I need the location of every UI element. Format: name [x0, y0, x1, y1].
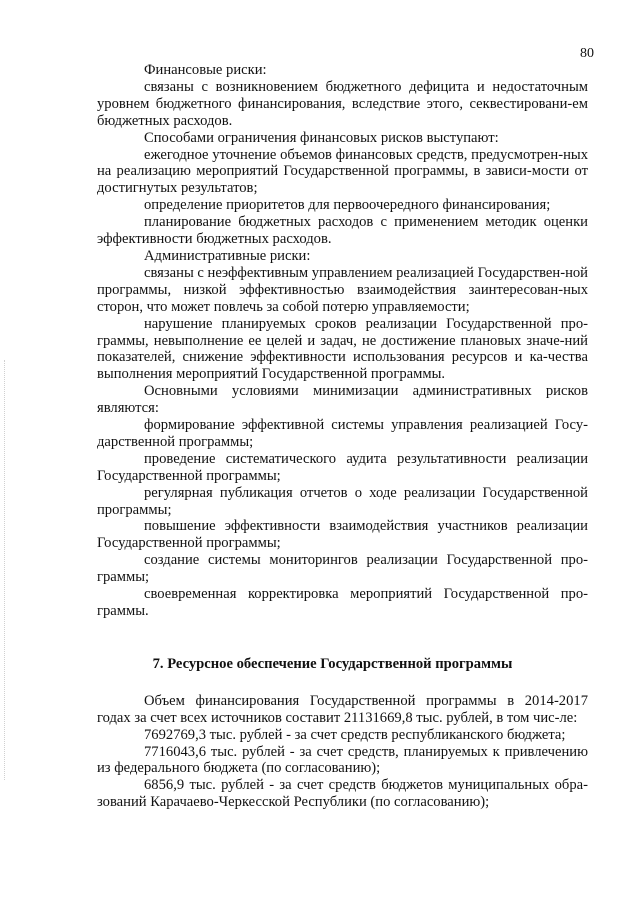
paragraph: Основными условиями минимизации административных рисков являются: — [97, 383, 588, 417]
paragraph: определение приоритетов для первоочередного финансирования; — [144, 197, 551, 214]
paragraph: ежегодное уточнение объемов финансовых средств, предусмотрен-ных на реализацию мероприятий Государственной программы, в зависи-мости от достигнутых результатов; — [97, 146, 588, 197]
funding-paragraph: 7716043,6 тыс. рублей - за счет средств, планируемых к привлечению из федерального бюджета (по согласованию); — [97, 743, 588, 777]
page-number: 80 — [580, 46, 594, 61]
document-body — [97, 62, 588, 811]
paragraph: связаны с неэффективным управлением реализацией Государствен-ной программы, низкой эффективностью взаимодействия заинтересован-ных сторон, что может повлечь за собой потерю управляемости; — [97, 264, 588, 315]
paragraph: нарушение планируемых сроков реализации Государственной про-граммы, невыполнение ее целей и задач, не достижение плановых значе-ний показателей, снижение эффективности использования ресурсов и ка-чества выполнения мероприятий Государственной программы. — [97, 315, 588, 383]
funding-paragraph: 6856,9 тыс. рублей - за счет средств бюджетов муниципальных обра-зований Карачаево-Черкесской Республики (по согласованию); — [97, 777, 588, 811]
paragraph: повышение эффективности взаимодействия участников реализации Государственной программы; — [97, 518, 588, 552]
scan-edge-artifact — [4, 360, 7, 780]
funding-paragraph: 7692769,3 тыс. рублей - за счет средств республиканского бюджета; — [144, 726, 566, 743]
section-heading: 7. Ресурсное обеспечение Государственной программы — [152, 655, 513, 672]
paragraph: проведение систематического аудита результативности реализации Государственной программы; — [97, 450, 588, 484]
paragraph: регулярная публикация отчетов о ходе реализации Государственной программы; — [97, 484, 588, 518]
paragraph: планирование бюджетных расходов с применением методик оценки эффективности бюджетных расходов. — [97, 214, 588, 248]
paragraph: Способами ограничения финансовых рисков выступают: — [144, 129, 499, 146]
funding-paragraph: Объем финансирования Государственной программы в 2014-2017 годах за счет всех источников составит 21131669,8 тыс. рублей, в том чис-ле: — [97, 692, 588, 726]
paragraph: Финансовые риски: — [144, 62, 267, 78]
paragraph: связаны с возникновением бюджетного дефицита и недостаточным уровнем бюджетного финансирования, вследствие этого, секвестировани-ем бюджетных расходов. — [97, 78, 588, 129]
paragraph: своевременная корректировка мероприятий Государственной про-граммы. — [97, 586, 588, 619]
paragraph: создание системы мониторингов реализации Государственной про-граммы; — [97, 552, 588, 586]
paragraph: Административные риски: — [144, 247, 311, 264]
paragraph: формирование эффективной системы управления реализацией Госу-дарственной программы; — [97, 417, 588, 450]
